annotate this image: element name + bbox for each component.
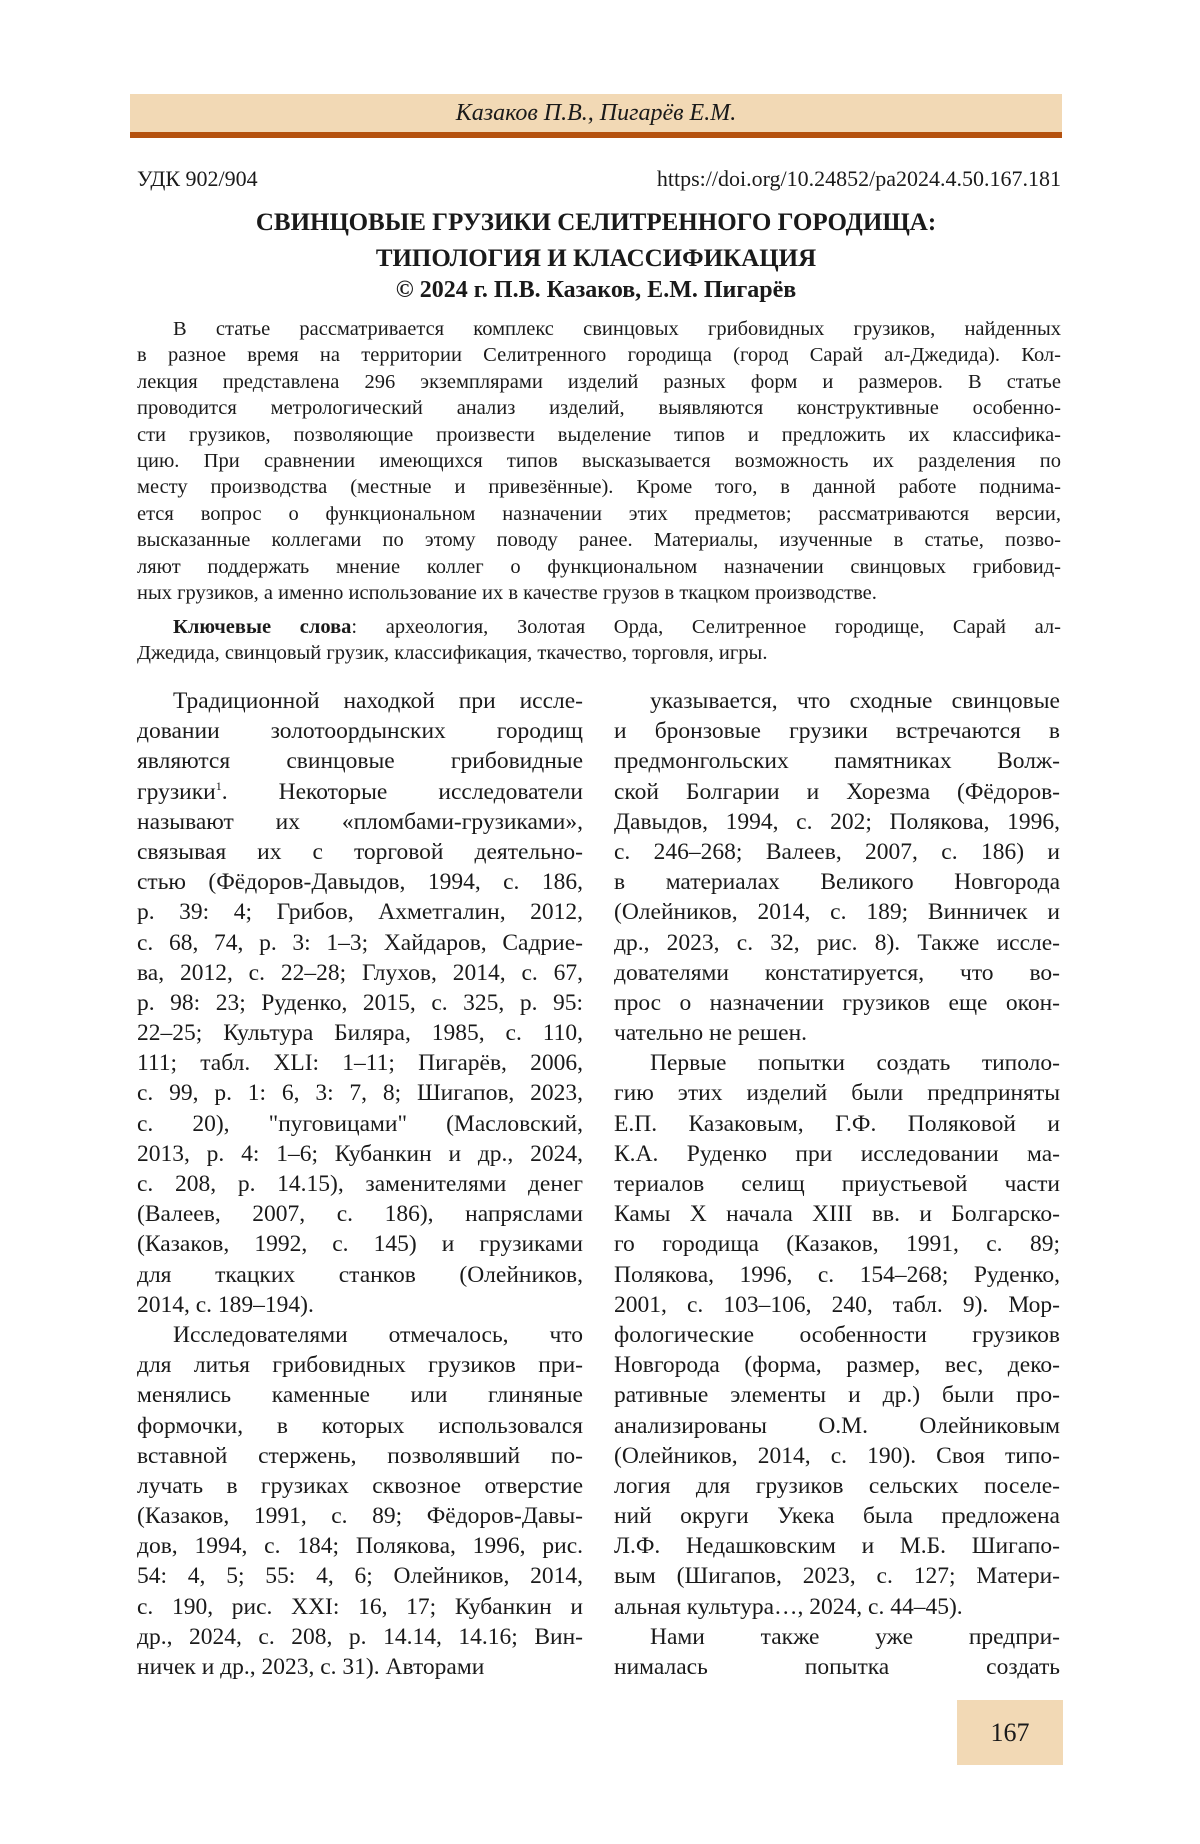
text-line: р. 98: 23; Руденко, 2015, с. 325, р. 95: [137, 988, 583, 1018]
text-line: в материалах Великого Новгорода [614, 867, 1060, 897]
title-line: СВИНЦОВЫЕ ГРУЗИКИ СЕЛИТРЕННОГО ГОРОДИЩА: [130, 205, 1062, 241]
text-line: связывая их с торговой деятельно- [137, 837, 583, 867]
text-line: Давыдов, 1994, с. 202; Полякова, 1996, [614, 807, 1060, 837]
text-line: с. 190, рис. XXI: 16, 17; Кубанкин и [137, 1592, 583, 1622]
body-column-left [137, 686, 583, 1682]
keywords-text: : археология, Золотая Орда, Селитренное городище, Сарай ал- [351, 616, 1061, 638]
text-line: с. 99, р. 1: 6, 3: 7, 8; Шигапов, 2023, [137, 1078, 583, 1108]
udk-code: УДК 902/904 [137, 166, 258, 192]
keywords-line: Джедида, свинцовый грузик, классификация, ткачество, торговля, игры. [137, 640, 1061, 666]
text-line: ничек и др., 2023, с. 31). Авторами [137, 1652, 583, 1682]
text-line: ва, 2012, с. 22–28; Глухов, 2014, с. 67, [137, 958, 583, 988]
keywords [137, 614, 1061, 667]
text-line: К.А. Руденко при исследовании ма- [614, 1139, 1060, 1169]
text-line: ляют поддержать мнение коллег о функциональном назначении свинцовых грибовид- [137, 554, 1061, 580]
text-line: ется вопрос о функциональном назначении этих предметов; рассматриваются версии, [137, 501, 1061, 527]
text-span: грузики [137, 779, 216, 805]
text-line: 22–25; Культура Биляра, 1985, с. 110, [137, 1018, 583, 1048]
text-line: для литья грибовидных грузиков при- [137, 1350, 583, 1380]
text-line: нималась попытка создать [614, 1652, 1060, 1682]
text-line: ративные элементы и др.) были про- [614, 1380, 1060, 1410]
article-authors: © 2024 г. П.В. Казаков, Е.М. Пигарёв [130, 277, 1062, 304]
text-line: го городища (Казаков, 1991, с. 89; [614, 1229, 1060, 1259]
text-line: Е.П. Казаковым, Г.Ф. Поляковой и [614, 1109, 1060, 1139]
text-line: предмонгольских памятниках Волж- [614, 746, 1060, 776]
text-line: ний округи Укека была предложена [614, 1501, 1060, 1531]
article-meta [137, 166, 1061, 192]
text-line: альная культура…, 2024, с. 44–45). [614, 1592, 1060, 1622]
text-line: формочки, в которых использовался [137, 1411, 583, 1441]
text-line: цию. При сравнении имеющихся типов высказывается возможность их разделения по [137, 448, 1061, 474]
text-line: с. 68, 74, р. 3: 1–3; Хайдаров, Садрие- [137, 928, 583, 958]
abstract [137, 316, 1061, 606]
text-line: дов, 1994, с. 184; Полякова, 1996, рис. [137, 1531, 583, 1561]
text-line: 111; табл. XLI: 1–11; Пигарёв, 2006, [137, 1048, 583, 1078]
text-line: с. 208, р. 14.15), заменителями денег [137, 1169, 583, 1199]
body-column-right [614, 686, 1060, 1682]
text-line: (Казаков, 1992, с. 145) и грузиками [137, 1229, 583, 1259]
text-line: Новгорода (форма, размер, вес, деко- [614, 1350, 1060, 1380]
text-line: с. 246–268; Валеев, 2007, с. 186) и [614, 837, 1060, 867]
text-line: др., 2023, с. 32, рис. 8). Также иссле- [614, 928, 1060, 958]
text-line: ных грузиков, а именно использование их в качестве грузов в ткацком производстве. [137, 580, 1061, 606]
text-line: с. 20), "пуговицами" (Масловский, [137, 1109, 583, 1139]
text-line: для ткацких станков (Олейников, [137, 1260, 583, 1290]
text-line: 2013, р. 4: 1–6; Кубанкин и др., 2024, [137, 1139, 583, 1169]
text-line: 2001, с. 103–106, 240, табл. 9). Мор- [614, 1290, 1060, 1320]
text-line: указывается, что сходные свинцовые [614, 686, 1060, 716]
text-line: (Олейников, 2014, с. 190). Своя типо- [614, 1441, 1060, 1471]
text-line: Традиционной находкой при иссле- [137, 686, 583, 716]
text-line: (Казаков, 1991, с. 89; Фёдоров-Давы- [137, 1501, 583, 1531]
text-line: Исследователями отмечалось, что [137, 1320, 583, 1350]
doi-link[interactable]: https://doi.org/10.24852/pa2024.4.50.167.181 [657, 166, 1061, 192]
text-line: являются свинцовые грибовидные [137, 746, 583, 776]
text-line: и бронзовые грузики встречаются в [614, 716, 1060, 746]
text-line: лекция представлена 296 экземплярами изделий разных форм и размеров. В статье [137, 369, 1061, 395]
text-line: чательно не решен. [614, 1018, 1060, 1048]
text-line: проводится метрологический анализ изделий, выявляются конструктивные особенно- [137, 395, 1061, 421]
text-line: Л.Ф. Недашковским и М.Б. Шигапо- [614, 1531, 1060, 1561]
text-line: гию этих изделий были предприняты [614, 1078, 1060, 1108]
text-line: довании золотоордынских городищ [137, 716, 583, 746]
text-line: р. 39: 4; Грибов, Ахметгалин, 2012, [137, 897, 583, 927]
title-line: ТИПОЛОГИЯ И КЛАССИФИКАЦИЯ [130, 241, 1062, 277]
text-line: в разное время на территории Селитренного городища (город Сарай ал-Джедида). Кол- [137, 342, 1061, 368]
text-line: (Валеев, 2007, с. 186), напряслами [137, 1199, 583, 1229]
text-line: Первые попытки создать типоло- [614, 1048, 1060, 1078]
text-line: В статье рассматривается комплекс свинцовых грибовидных грузиков, найденных [137, 316, 1061, 342]
text-line [137, 777, 583, 807]
footnote-ref[interactable]: 1 [216, 779, 222, 793]
text-line: дователями констатируется, что во- [614, 958, 1060, 988]
keywords-label: Ключевые слова [173, 616, 351, 638]
text-line: менялись каменные или глиняные [137, 1380, 583, 1410]
text-line: анализированы О.М. Олейниковым [614, 1411, 1060, 1441]
page-number: 167 [957, 1700, 1063, 1765]
text-span: . Некоторые исследователи [222, 779, 583, 805]
text-line: вставной стержень, позволявший по- [137, 1441, 583, 1471]
text-line: стью (Фёдоров-Давыдов, 1994, с. 186, [137, 867, 583, 897]
text-line: териалов селищ приустьевой части [614, 1169, 1060, 1199]
text-line: 54: 4, 5; 55: 4, 6; Олейников, 2014, [137, 1561, 583, 1591]
text-line: фологические особенности грузиков [614, 1320, 1060, 1350]
text-line: лучать в грузиках сквозное отверстие [137, 1471, 583, 1501]
text-line: 2014, с. 189–194). [137, 1290, 583, 1320]
text-line: сти грузиков, позволяющие произвести выделение типов и предложить их классифика- [137, 422, 1061, 448]
running-head: Казаков П.В., Пигарёв Е.М. [130, 94, 1062, 138]
keywords-line [137, 614, 1061, 640]
text-line: ской Болгарии и Хорезма (Фёдоров- [614, 777, 1060, 807]
text-line: высказанные коллегами по этому поводу ранее. Материалы, изученные в статье, позво- [137, 527, 1061, 553]
article-title [130, 205, 1062, 277]
text-line: Полякова, 1996, с. 154–268; Руденко, [614, 1260, 1060, 1290]
text-line: называют их «пломбами-грузиками», [137, 807, 583, 837]
text-line: прос о назначении грузиков еще окон- [614, 988, 1060, 1018]
text-line: Нами также уже предпри- [614, 1622, 1060, 1652]
text-line: др., 2024, с. 208, р. 14.14, 14.16; Вин- [137, 1622, 583, 1652]
text-line: (Олейников, 2014, с. 189; Винничек и [614, 897, 1060, 927]
text-line: Камы X начала XIII вв. и Болгарско- [614, 1199, 1060, 1229]
text-line: вым (Шигапов, 2023, с. 127; Матери- [614, 1561, 1060, 1591]
text-line: месту производства (местные и привезённые). Кроме того, в данной работе поднима- [137, 474, 1061, 500]
text-line: логия для грузиков сельских поселе- [614, 1471, 1060, 1501]
